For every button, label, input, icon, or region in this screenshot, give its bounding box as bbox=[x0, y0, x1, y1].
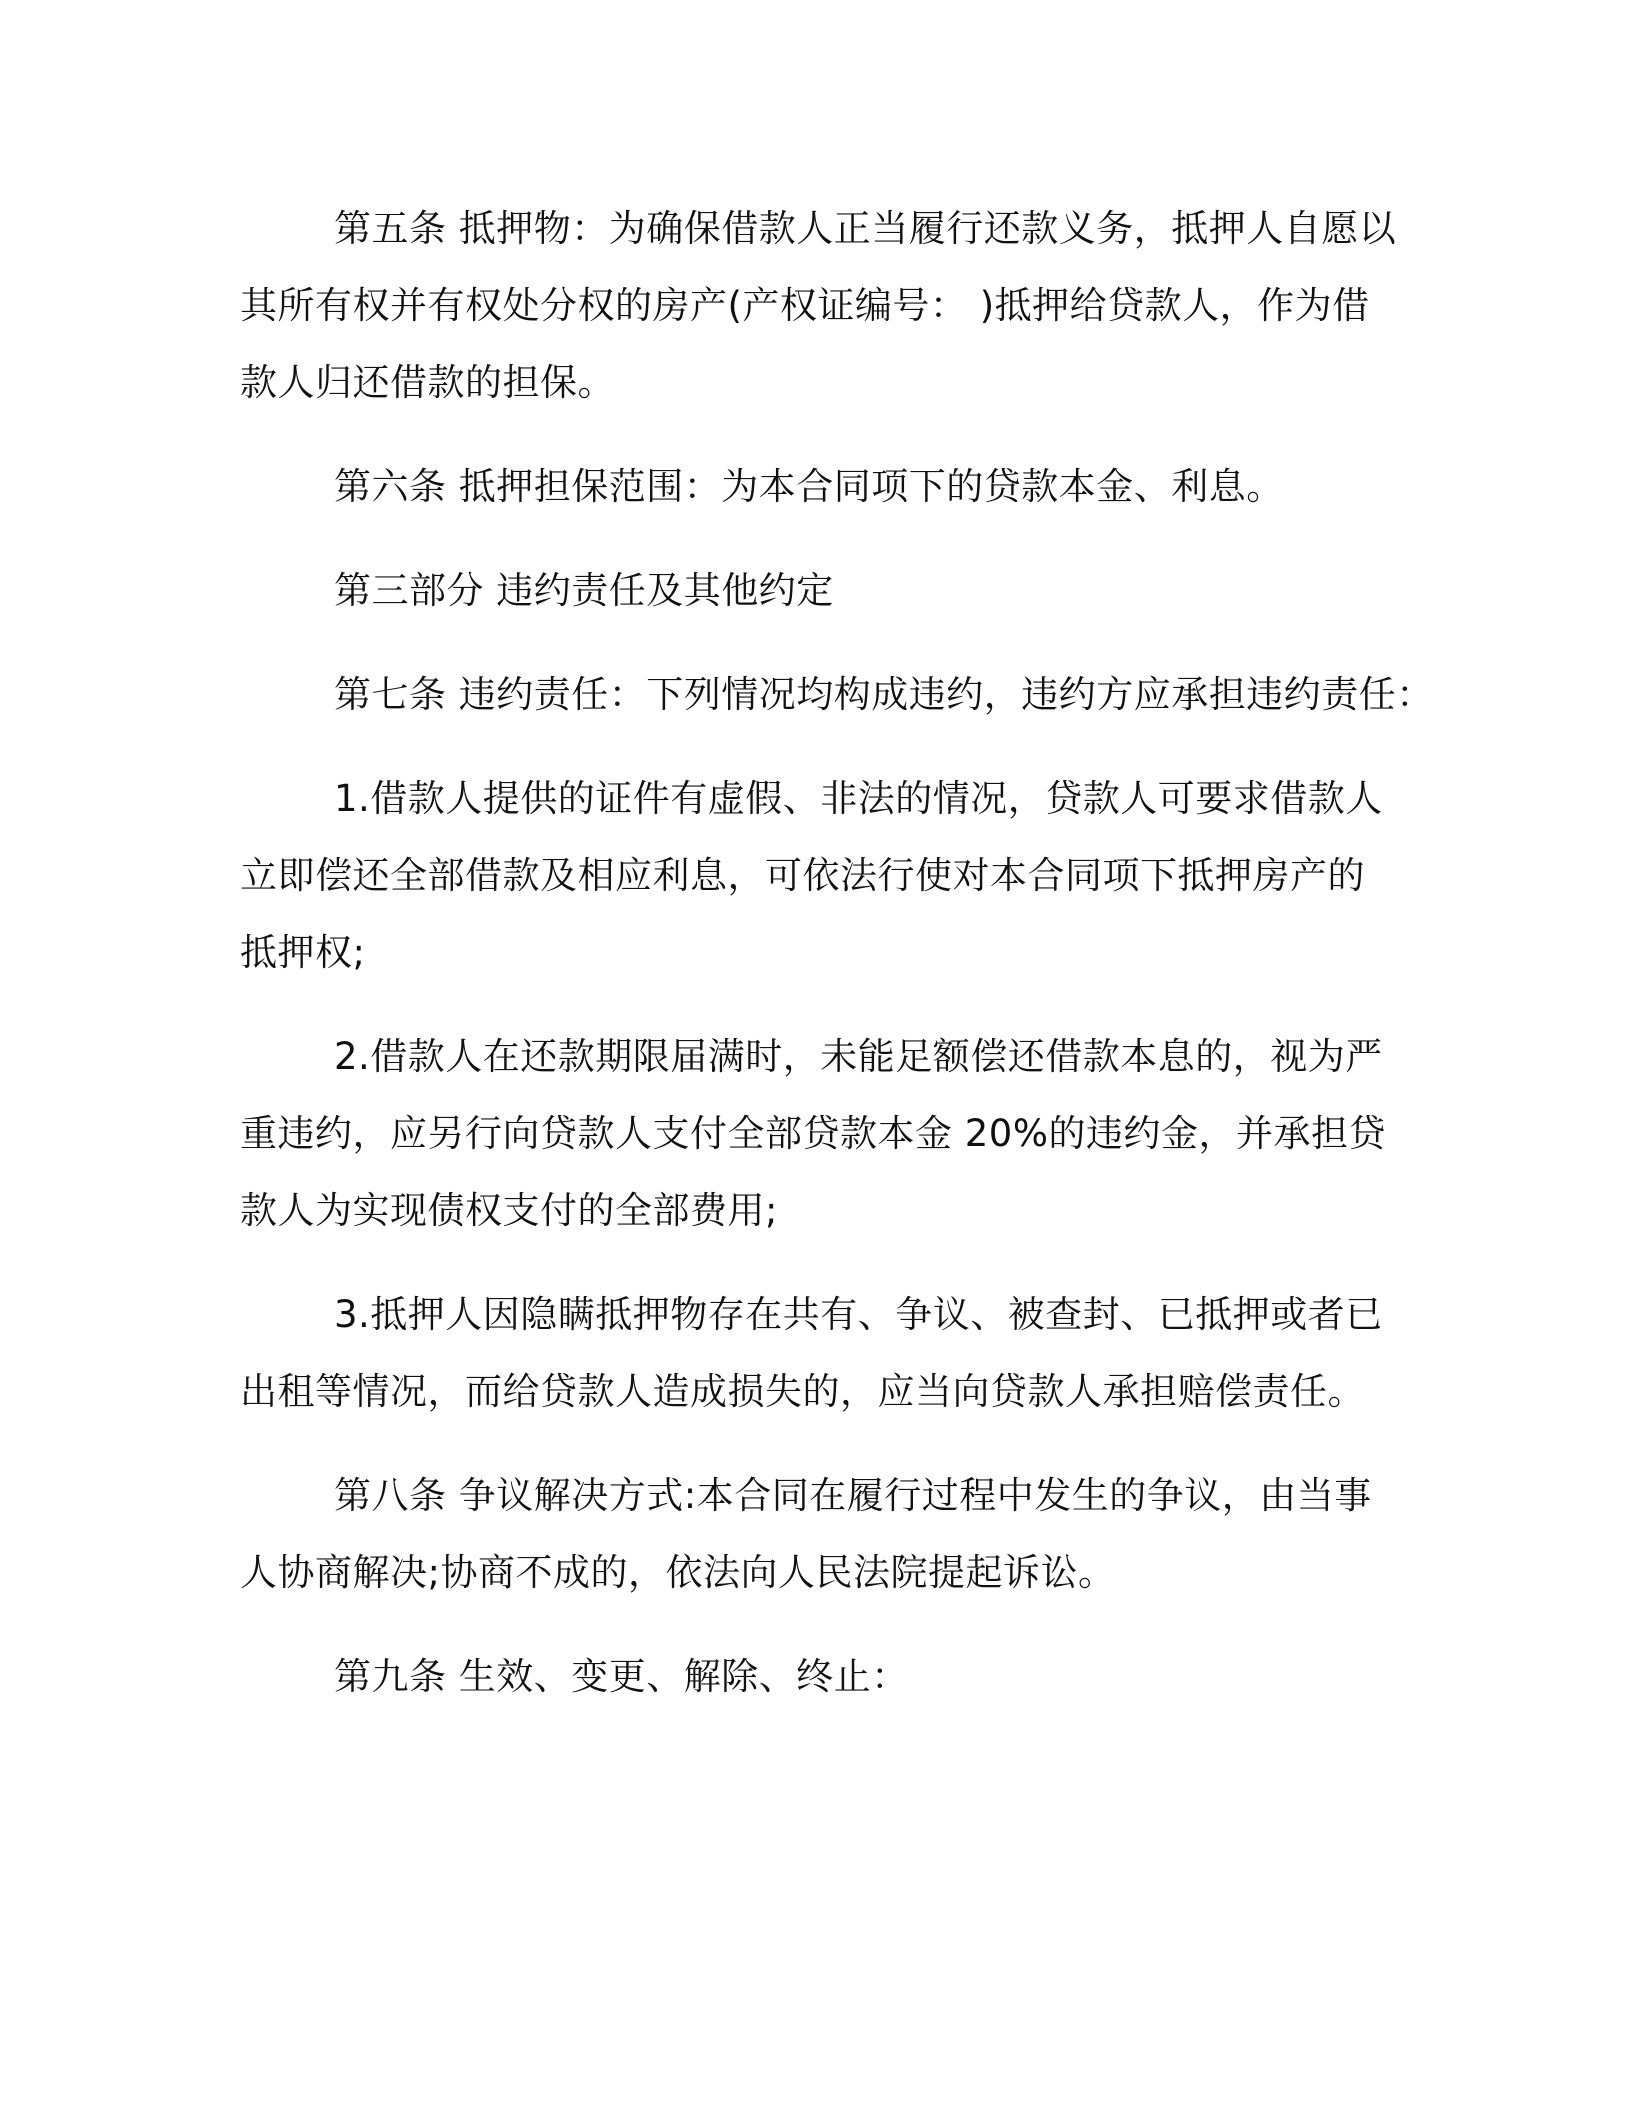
text-line: 2.借款人在还款期限届满时，未能足额偿还借款本息的，视为严 bbox=[334, 1035, 1383, 1078]
article-8-dispute bbox=[240, 1457, 1400, 1611]
article-7-breach bbox=[240, 656, 1434, 733]
text-line: 第五条 抵押物：为确保借款人正当履行还款义务，抵押人自愿以 bbox=[334, 207, 1397, 250]
text-line: 第八条 争议解决方式:本合同在履行过程中发生的争议，由当事 bbox=[334, 1474, 1372, 1517]
text-line: 1.借款人提供的证件有虚假、非法的情况，贷款人可要求借款人 bbox=[334, 777, 1383, 820]
breach-item-3 bbox=[240, 1276, 1400, 1430]
text-line: 第九条 生效、变更、解除、终止： bbox=[334, 1655, 909, 1698]
document-body bbox=[240, 190, 1434, 1715]
text-line: 重违约，应另行向贷款人支付全部贷款本金 20%的违约金，并承担贷 bbox=[240, 1112, 1386, 1155]
text-line: 款人为实现债权支付的全部费用; bbox=[240, 1189, 778, 1232]
article-6-scope bbox=[240, 448, 1400, 525]
text-line: 第七条 违约责任：下列情况均构成违约，违约方应承担违约责任： bbox=[334, 673, 1434, 716]
breach-item-1 bbox=[240, 760, 1400, 991]
text-line: 人协商解决;协商不成的，依法向人民法院提起诉讼。 bbox=[240, 1551, 1116, 1594]
text-line: 抵押权; bbox=[240, 931, 366, 974]
text-line: 其所有权并有权处分权的房产(产权证编号： )抵押给贷款人，作为借 bbox=[240, 284, 1370, 327]
text-line: 第三部分 违约责任及其他约定 bbox=[334, 569, 834, 612]
text-line: 立即偿还全部借款及相应利息，可依法行使对本合同项下抵押房产的 bbox=[240, 854, 1365, 897]
breach-item-2 bbox=[240, 1018, 1400, 1249]
text-line: 3.抵押人因隐瞒抵押物存在共有、争议、被查封、已抵押或者已 bbox=[334, 1293, 1383, 1336]
article-9-effect bbox=[240, 1638, 1400, 1715]
part-3-heading bbox=[240, 552, 1400, 629]
text-line: 出租等情况，而给贷款人造成损失的，应当向贷款人承担赔偿责任。 bbox=[240, 1370, 1365, 1413]
text-line: 款人归还借款的担保。 bbox=[240, 361, 615, 404]
text-line: 第六条 抵押担保范围：为本合同项下的贷款本金、利息。 bbox=[334, 465, 1284, 508]
article-5-collateral bbox=[240, 190, 1400, 421]
